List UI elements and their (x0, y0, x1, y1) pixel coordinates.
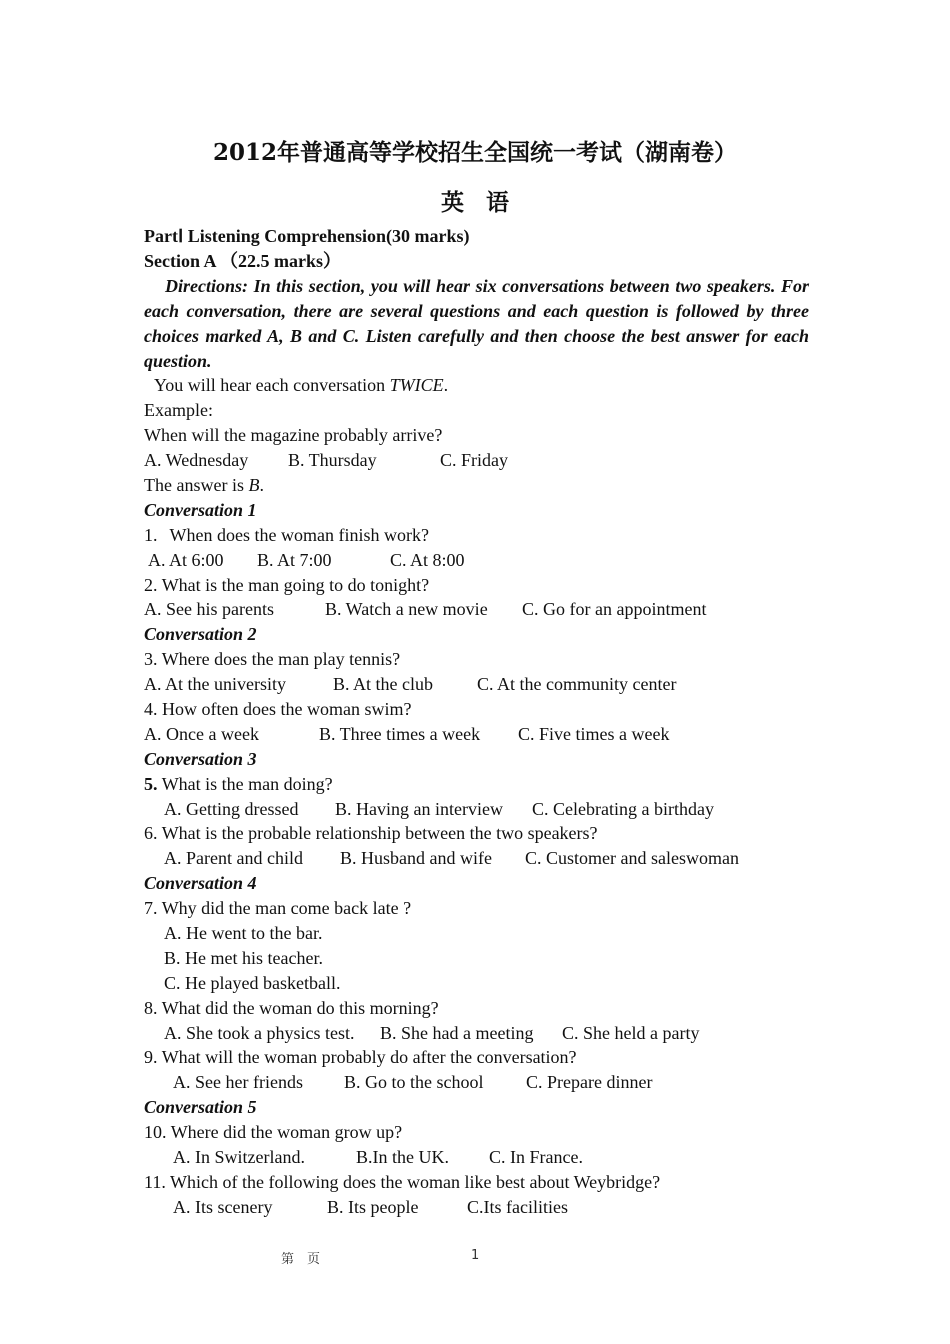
option-a: A. Wednesday (144, 450, 249, 471)
question-number: 8. (144, 997, 158, 1018)
option-c: C. Five times a week (518, 723, 670, 744)
question-number: 10. (144, 1122, 167, 1143)
option-a: A. In Switzerland. (173, 1147, 305, 1168)
conversation-title: Conversation 3 (144, 748, 257, 769)
question-options (144, 1021, 809, 1046)
question-number: 6. (144, 823, 158, 844)
question (144, 1120, 809, 1145)
option-c: C. Celebrating a birthday (532, 798, 714, 819)
question-number: 11. (144, 1171, 166, 1192)
option-c: C. She held a party (562, 1022, 700, 1043)
twice-suffix: . (443, 375, 449, 396)
question-number: 9. (144, 1047, 158, 1068)
example-label: Example: (144, 400, 213, 421)
answer-suffix: . (259, 474, 264, 495)
subject-title (0, 184, 950, 217)
exam-content (144, 224, 809, 1220)
option-a: A. Getting dressed (164, 798, 299, 819)
conversation-title: Conversation 1 (144, 499, 257, 520)
option-a: A. See his parents (144, 599, 274, 620)
question-options (144, 797, 809, 822)
question (144, 697, 809, 722)
page-label: 第 页 (281, 1252, 321, 1267)
option-c: C. Go for an appointment (522, 599, 707, 620)
option-b: B. Having an interview (335, 798, 503, 819)
question (144, 523, 809, 548)
twice-note (144, 373, 809, 398)
question-text: Which of the following does the woman like best about Weybridge? (170, 1171, 661, 1192)
directions (144, 274, 809, 374)
question-number: 5. (144, 773, 158, 794)
section-heading: Section A （22.5 marks） (144, 250, 342, 271)
option-a: A. Its scenery (173, 1196, 273, 1217)
question (144, 996, 809, 1021)
conversation-title: Conversation 2 (144, 624, 257, 645)
option-b: B. Three times a week (319, 723, 481, 744)
option-b: B. She had a meeting (380, 1022, 534, 1043)
option-a: A. At 6:00 (148, 549, 224, 570)
answer-letter: B (248, 474, 260, 495)
question (144, 896, 809, 921)
example-options (144, 448, 809, 473)
question-text: What did the woman do this morning? (161, 997, 439, 1018)
option-b: B. Go to the school (344, 1072, 484, 1093)
option-c: C. Prepare dinner (526, 1072, 653, 1093)
question-options (144, 1145, 809, 1170)
question-text: Where does the man play tennis? (161, 649, 401, 670)
option-a: A. See her friends (173, 1072, 303, 1093)
question-number: 1. (144, 524, 158, 545)
question-text: How often does the woman swim? (162, 698, 412, 719)
subject-char: 英 (441, 189, 464, 216)
option-b: B. Watch a new movie (325, 599, 488, 620)
question-number: 3. (144, 649, 158, 670)
option-c: C. In France. (489, 1147, 583, 1168)
example-answer (144, 473, 809, 498)
directions-text: Directions: In this section, you will hear six conversations between two speakers. For each conversation, there are several questions and each question is followed by three choices marked A, B and C. Listen carefully and then choose the best answer for each question. (144, 275, 809, 371)
conversation-title: Conversation 5 (144, 1097, 257, 1118)
option-c: C. He played basketball. (164, 972, 341, 993)
option-a: A. Once a week (144, 723, 259, 744)
question-text: What is the probable relationship between the two speakers? (161, 823, 598, 844)
answer-prefix: The answer is (144, 474, 249, 495)
option-b: B. At 7:00 (257, 549, 332, 570)
option-c: C. Friday (440, 450, 509, 471)
option-b: B. Thursday (288, 450, 377, 471)
option-a: A. Parent and child (164, 848, 303, 869)
question-number: 2. (144, 574, 158, 595)
subject-char: 语 (486, 189, 509, 216)
conversation-title: Conversation 4 (144, 873, 257, 894)
question-options (144, 1070, 809, 1095)
twice-word: TWICE (389, 375, 444, 396)
option-b: B. He met his teacher. (164, 947, 323, 968)
option-b: B.In the UK. (356, 1147, 449, 1168)
page-number: 1 (471, 1248, 480, 1263)
question-number: 4. (144, 698, 158, 719)
question-options (144, 548, 809, 573)
exam-title: 2012年普通高等学校招生全国统一考试（湖南卷） (212, 139, 737, 166)
option-b: B. Husband and wife (340, 848, 492, 869)
question (144, 1045, 809, 1070)
option-c: C. At 8:00 (390, 549, 465, 570)
question (144, 573, 809, 598)
question-text: When does the woman finish work? (169, 524, 429, 545)
question-options (144, 1195, 809, 1220)
twice-prefix: You will hear each conversation (154, 375, 390, 396)
part-heading: PartⅠ Listening Comprehension(30 marks) (144, 226, 470, 246)
question-text: What is the man going to do tonight? (161, 574, 430, 595)
question (144, 772, 809, 797)
question-text: Why did the man come back late ? (161, 898, 412, 919)
question-options (144, 672, 809, 697)
question-options (144, 597, 809, 622)
example-question: When will the magazine probably arrive? (144, 425, 443, 446)
question-options (144, 846, 809, 871)
option-c: C. At the community center (477, 674, 677, 695)
option-b: B. At the club (333, 674, 433, 695)
option-a: A. He went to the bar. (164, 923, 323, 943)
question (144, 1170, 809, 1195)
option-a: A. At the university (144, 674, 286, 695)
question-text: Where did the woman grow up? (170, 1122, 403, 1143)
question-options (144, 722, 809, 747)
question (144, 647, 809, 672)
option-b: B. Its people (327, 1196, 419, 1217)
option-a: A. She took a physics test. (164, 1022, 355, 1043)
question (144, 821, 809, 846)
question-text: What will the woman probably do after the conversation? (161, 1047, 577, 1068)
option-c: C. Customer and saleswoman (525, 848, 739, 869)
question-number: 7. (144, 898, 158, 919)
question-text: What is the man doing? (161, 773, 333, 794)
option-c: C.Its facilities (467, 1196, 568, 1217)
